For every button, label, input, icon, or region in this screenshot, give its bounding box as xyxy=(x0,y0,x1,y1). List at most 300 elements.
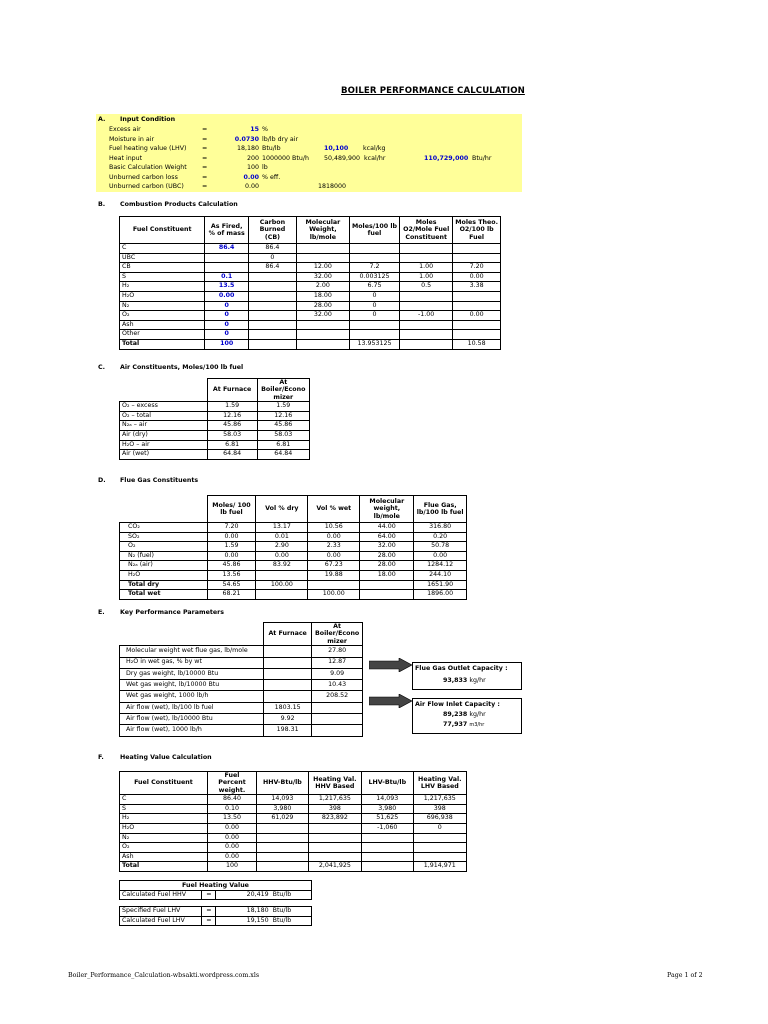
table-cell xyxy=(400,291,453,301)
table-cell xyxy=(453,253,501,263)
table-cell: 1,914,971 xyxy=(413,862,466,872)
input-value-3: 110,729,000 xyxy=(424,154,469,162)
table-cell: 45.86 xyxy=(207,421,257,431)
table-cell: 823,892 xyxy=(308,814,361,824)
input-unit-3: Btu/hr xyxy=(472,154,492,162)
table-cell: 0.00 xyxy=(207,852,256,862)
table-cell: = xyxy=(202,890,216,900)
table-row xyxy=(120,852,467,862)
table-cell: 44.00 xyxy=(360,523,414,533)
table-row xyxy=(120,542,467,552)
input-equals: = xyxy=(202,173,208,181)
table-cell xyxy=(308,824,361,834)
table-row xyxy=(120,561,467,571)
air-flow-unit-m3: m3/hr xyxy=(469,722,485,728)
table-cell xyxy=(413,843,466,853)
table-cell: Btu/lb xyxy=(271,890,312,900)
table-cell: 6.81 xyxy=(207,440,257,450)
table-cell: 0.00 xyxy=(205,291,249,301)
table-cell: -1.00 xyxy=(400,311,453,321)
table-cell: 64.00 xyxy=(360,532,414,542)
table-cell: S xyxy=(120,804,208,814)
input-label: Fuel heating value (LHV) xyxy=(109,145,187,152)
table-cell: 100.00 xyxy=(256,580,308,590)
table-cell: H₂O xyxy=(120,291,205,301)
table-cell: 3,980 xyxy=(362,804,414,814)
table-cell xyxy=(362,862,414,872)
table-cell xyxy=(257,852,309,862)
table-cell xyxy=(308,843,361,853)
table-cell: 14,093 xyxy=(362,795,414,805)
table-cell xyxy=(453,291,501,301)
column-header: Heating Val. HHV Based xyxy=(308,772,361,795)
table-row xyxy=(120,570,467,580)
table-cell: Wet gas weight, lb/10000 Btu xyxy=(120,680,264,691)
table-cell: 0.00 xyxy=(308,551,360,561)
column-header: Flue Gas, lb/100 lb fuel xyxy=(414,496,467,523)
fuel-heating-value-table xyxy=(119,880,312,926)
table-cell: O₂ xyxy=(120,542,208,552)
table-row xyxy=(120,833,467,843)
column-header: Heating Val. LHV Based xyxy=(413,772,466,795)
table-cell xyxy=(257,843,309,853)
table-cell xyxy=(312,702,363,713)
column-header: Fuel Constituent xyxy=(120,217,205,244)
table-cell: 54.65 xyxy=(207,580,256,590)
table-cell: 198.31 xyxy=(264,725,312,736)
table-row xyxy=(120,450,310,460)
table-cell xyxy=(296,330,349,340)
table-cell: 18.00 xyxy=(360,570,414,580)
table-cell: N₂ xyxy=(120,301,205,311)
table-cell: Total dry xyxy=(120,580,208,590)
table-row xyxy=(120,402,310,412)
input-unit: 1000000 Btu/h xyxy=(262,154,309,162)
table-cell: 1803.15 xyxy=(264,702,312,713)
table-cell: 13.50 xyxy=(207,814,256,824)
table-cell: Specified Fuel LHV xyxy=(120,907,202,917)
table-cell: 86.4 xyxy=(249,244,297,254)
table-cell xyxy=(264,691,312,702)
flue-gas-capacity-value: 93,833 xyxy=(443,677,468,684)
table-row xyxy=(120,916,312,926)
table-cell: 1.00 xyxy=(400,263,453,273)
table-row xyxy=(120,843,467,853)
input-value: 15 xyxy=(250,126,259,133)
table-cell: 83.92 xyxy=(256,561,308,571)
input-equals: = xyxy=(202,164,208,171)
table-cell: 13.953125 xyxy=(349,339,399,349)
table-cell: Btu/lb xyxy=(271,907,312,917)
combustion-products-table xyxy=(119,216,501,350)
air-flow-value-m3: 77,937 xyxy=(443,721,468,728)
table-cell: CO₂ xyxy=(120,523,208,533)
table-row xyxy=(120,440,310,450)
table-cell: Total wet xyxy=(120,590,208,600)
table-cell: 9.09 xyxy=(312,668,363,679)
column-header: Fuel Percent weight. xyxy=(207,772,256,795)
table-cell: Air flow (wet), lb/100 lb fuel xyxy=(120,702,264,713)
table-cell: 1284.12 xyxy=(414,561,467,571)
column-header: Fuel Constituent xyxy=(120,772,208,795)
table-cell: 7.20 xyxy=(207,523,256,533)
table-cell: 398 xyxy=(308,804,361,814)
table-cell xyxy=(249,320,297,330)
table-cell: Total xyxy=(120,862,208,872)
table-row xyxy=(120,272,501,282)
table-row xyxy=(120,244,501,254)
table-cell: Calculated Fuel LHV xyxy=(120,916,202,926)
table-cell xyxy=(360,590,414,600)
table-cell: 1651.90 xyxy=(414,580,467,590)
table-cell: Ash xyxy=(120,320,205,330)
table-cell: 67.23 xyxy=(308,561,360,571)
footer-page-number: Page 1 of 2 xyxy=(667,972,703,979)
table-cell: 1.59 xyxy=(207,402,257,412)
table-cell xyxy=(257,824,309,834)
table-cell: 208.52 xyxy=(312,691,363,702)
input-label: Basic Calculation Weight xyxy=(109,164,187,171)
table-cell: 19,150 xyxy=(216,916,271,926)
table-cell: 86.4 xyxy=(205,244,249,254)
blank-header xyxy=(120,623,264,646)
table-cell: Other xyxy=(120,330,205,340)
table-cell xyxy=(453,301,501,311)
table-cell: 13.5 xyxy=(205,282,249,292)
table-cell: 10.56 xyxy=(308,523,360,533)
table-cell: 28.00 xyxy=(360,561,414,571)
table-cell: 12.87 xyxy=(312,657,363,668)
table-cell xyxy=(312,714,363,725)
table-cell: 100.00 xyxy=(308,590,360,600)
table-row xyxy=(120,339,501,349)
table-cell xyxy=(249,330,297,340)
table-cell: 32.00 xyxy=(360,542,414,552)
table-row xyxy=(120,282,501,292)
table-row xyxy=(120,253,501,263)
input-value: 0.00 xyxy=(243,173,259,181)
table-cell xyxy=(349,320,399,330)
table-cell xyxy=(362,843,414,853)
section-d-heading: D. Flue Gas Constituents xyxy=(98,477,199,484)
input-value: 200 xyxy=(246,154,259,162)
table-cell xyxy=(349,330,399,340)
table-cell: H₂ xyxy=(120,814,208,824)
table-cell: Wet gas weight, 1000 lb/h xyxy=(120,691,264,702)
input-unit: Btu/lb xyxy=(262,145,281,152)
table-cell: N₂ xyxy=(120,833,208,843)
table-cell: 32.00 xyxy=(296,272,349,282)
table-cell xyxy=(308,852,361,862)
table-cell: 0 xyxy=(205,301,249,311)
table-cell: 10.43 xyxy=(312,680,363,691)
table-cell: 3,980 xyxy=(257,804,309,814)
table-cell: H₂O – air xyxy=(120,440,208,450)
table-cell: 2,041,925 xyxy=(308,862,361,872)
table-cell: 51,625 xyxy=(362,814,414,824)
table-cell: 18.00 xyxy=(296,291,349,301)
table-cell: 9.92 xyxy=(264,714,312,725)
table-cell: 12.00 xyxy=(296,263,349,273)
table-cell: 1896.00 xyxy=(414,590,467,600)
column-header: At Boiler/Econo mizer xyxy=(257,379,309,402)
column-header: Molecular Weight, lb/mole xyxy=(296,217,349,244)
table-cell xyxy=(249,311,297,321)
table-cell: 13.17 xyxy=(256,523,308,533)
table-cell xyxy=(349,253,399,263)
table-cell: C xyxy=(120,244,205,254)
input-equals: = xyxy=(202,183,208,190)
table-cell: 1.59 xyxy=(207,542,256,552)
column-header: Carbon Burned (CB) xyxy=(249,217,297,244)
input-value-2: 10,100 xyxy=(324,145,349,152)
arrow-right-icon xyxy=(369,694,413,708)
column-header: LHV-Btu/lb xyxy=(362,772,414,795)
table-cell xyxy=(256,590,308,600)
table-cell: 1,217,635 xyxy=(308,795,361,805)
table-cell xyxy=(453,330,501,340)
air-flow-unit-kg: kg/hr xyxy=(469,711,486,718)
table-cell: 28.00 xyxy=(296,301,349,311)
table-cell: 1.00 xyxy=(400,272,453,282)
table-cell xyxy=(257,833,309,843)
table-cell: Calculated Fuel HHV xyxy=(120,890,202,900)
table-cell: 0.00 xyxy=(453,311,501,321)
table-cell: 86.4 xyxy=(249,263,297,273)
table-row xyxy=(120,551,467,561)
table-cell: Air flow (wet), 1000 lb/h xyxy=(120,725,264,736)
table-cell: 32.00 xyxy=(296,311,349,321)
table-cell xyxy=(308,580,360,590)
table-cell xyxy=(264,680,312,691)
table-cell: 13.56 xyxy=(207,570,256,580)
table-row xyxy=(120,907,312,917)
table-cell: 1.59 xyxy=(257,402,309,412)
table-cell: S xyxy=(120,272,205,282)
table-cell: 20,419 xyxy=(216,890,271,900)
section-c-heading: C. Air Constituents, Moles/100 lb fuel xyxy=(98,364,244,371)
table-cell: Air (wet) xyxy=(120,450,208,460)
input-unit: lb xyxy=(262,164,268,171)
table-cell: H₂O xyxy=(120,824,208,834)
table-cell: 6.81 xyxy=(257,440,309,450)
table-cell: Ash xyxy=(120,852,208,862)
table-cell: 2.33 xyxy=(308,542,360,552)
table-cell: 0.01 xyxy=(256,532,308,542)
table-cell: 0 xyxy=(249,253,297,263)
input-unit: % xyxy=(262,126,268,133)
table-row xyxy=(120,580,467,590)
table-cell xyxy=(264,646,312,657)
input-value: 18,180 xyxy=(236,145,259,152)
table-cell: 3.38 xyxy=(453,282,501,292)
flue-gas-capacity-label: Flue Gas Outlet Capacity : xyxy=(415,665,508,672)
table-row xyxy=(120,431,310,441)
table-row xyxy=(120,657,363,668)
table-cell: Molecular weight wet flue gas, lb/mole xyxy=(120,646,264,657)
table-cell: 7.2 xyxy=(349,263,399,273)
table-cell xyxy=(264,668,312,679)
table-row xyxy=(120,532,467,542)
table-cell: H₂O in wet gas, % by wt xyxy=(120,657,264,668)
table-row xyxy=(120,714,363,725)
table-cell: = xyxy=(202,907,216,917)
input-label: Excess air xyxy=(109,126,141,133)
table-cell xyxy=(453,320,501,330)
table-row xyxy=(120,890,312,900)
table-cell: 0.10 xyxy=(207,804,256,814)
column-header: Moles/ 100 lb fuel xyxy=(207,496,256,523)
table-row xyxy=(120,804,467,814)
table-cell: 86.40 xyxy=(207,795,256,805)
table-cell xyxy=(349,244,399,254)
table-cell: -1,060 xyxy=(362,824,414,834)
table-cell xyxy=(400,320,453,330)
table-row xyxy=(120,862,467,872)
table-cell: 12.16 xyxy=(257,411,309,421)
page-title: BOILER PERFORMANCE CALCULATION xyxy=(341,86,525,96)
column-header: At Boiler/Econo mizer xyxy=(312,623,363,646)
table-cell: 0 xyxy=(349,311,399,321)
table-cell: 0.00 xyxy=(207,532,256,542)
table-row xyxy=(120,814,467,824)
table-row xyxy=(120,668,363,679)
table-cell: Btu/lb xyxy=(271,916,312,926)
input-value: 100 xyxy=(246,164,259,171)
table-cell: 0.1 xyxy=(205,272,249,282)
table-cell: 0.5 xyxy=(400,282,453,292)
column-header: At Furnace xyxy=(264,623,312,646)
input-label: Unburned carbon loss xyxy=(109,173,178,181)
table-cell xyxy=(296,320,349,330)
section-e-heading: E. Key Performance Parameters xyxy=(98,609,225,616)
table-cell: Total xyxy=(120,339,205,349)
table-cell: 0 xyxy=(349,301,399,311)
table-cell: H₂O xyxy=(120,570,208,580)
table-cell: 18,180 xyxy=(216,907,271,917)
table-cell xyxy=(257,862,309,872)
table-cell: 2.00 xyxy=(296,282,349,292)
table-cell: 10.58 xyxy=(453,339,501,349)
table-cell: 696,938 xyxy=(413,814,466,824)
table-cell xyxy=(400,253,453,263)
table-cell: UBC xyxy=(120,253,205,263)
input-unit-2: kcal/kg xyxy=(363,145,386,152)
input-unit: % eff. xyxy=(262,173,281,181)
table-cell: 2.90 xyxy=(256,542,308,552)
table-cell: Air (dry) xyxy=(120,431,208,441)
table-cell: 14,093 xyxy=(257,795,309,805)
table-cell xyxy=(296,339,349,349)
input-equals: = xyxy=(202,145,208,152)
table-row xyxy=(120,725,363,736)
air-flow-value-kg: 89,238 xyxy=(443,711,468,718)
table-row xyxy=(120,824,467,834)
table-cell: 50.78 xyxy=(414,542,467,552)
column-header: Moles Theo. O2/100 lb Fuel xyxy=(453,217,501,244)
table-cell: 45.86 xyxy=(257,421,309,431)
table-cell: N₂ₐ – air xyxy=(120,421,208,431)
flue-gas-table xyxy=(119,495,467,600)
table-cell: 68.21 xyxy=(207,590,256,600)
table-cell: N₂ₐ (air) xyxy=(120,561,208,571)
table-cell: 64.84 xyxy=(207,450,257,460)
column-header: Moles O2/Mole Fuel Constituent xyxy=(400,217,453,244)
key-performance-table xyxy=(119,622,363,737)
input-equals: = xyxy=(202,135,208,143)
table-cell: 0 xyxy=(349,291,399,301)
table-cell xyxy=(249,339,297,349)
table-cell: 0.00 xyxy=(453,272,501,282)
input-value-2: 1818000 xyxy=(318,183,347,190)
table-row xyxy=(120,320,501,330)
input-equals: = xyxy=(202,154,208,162)
table-cell: 0 xyxy=(205,320,249,330)
blank-header xyxy=(120,496,208,523)
column-header: Moles/100 lb fuel xyxy=(349,217,399,244)
table-cell: O₂ – total xyxy=(120,411,208,421)
table-cell xyxy=(400,339,453,349)
table-cell xyxy=(205,253,249,263)
table-cell: 0 xyxy=(205,330,249,340)
input-label: Unburned carbon (UBC) xyxy=(109,183,184,190)
fuel-heating-title: Fuel Heating Value xyxy=(120,881,312,891)
input-equals: = xyxy=(202,126,208,133)
column-header: Vol % dry xyxy=(256,496,308,523)
section-a-heading: A. Input Condition xyxy=(98,116,176,123)
table-cell xyxy=(264,657,312,668)
table-cell: Air flow (wet), lb/10000 Btu xyxy=(120,714,264,725)
table-cell: 0.00 xyxy=(256,551,308,561)
input-unit: lb/lb dry air xyxy=(262,135,299,143)
table-cell: 61,029 xyxy=(257,814,309,824)
table-row xyxy=(120,590,467,600)
table-cell xyxy=(296,244,349,254)
table-row xyxy=(120,421,310,431)
table-cell: 58.03 xyxy=(257,431,309,441)
table-cell: 19.88 xyxy=(308,570,360,580)
table-cell: 0.00 xyxy=(207,843,256,853)
table-cell xyxy=(249,301,297,311)
table-cell: 27.80 xyxy=(312,646,363,657)
flue-gas-capacity-unit: kg/hr xyxy=(469,677,486,684)
table-row xyxy=(120,311,501,321)
table-row xyxy=(120,330,501,340)
blank-header xyxy=(120,379,208,402)
input-value: 0.00 xyxy=(244,183,259,190)
table-cell: = xyxy=(202,916,216,926)
table-cell: 28.00 xyxy=(360,551,414,561)
table-row xyxy=(120,301,501,311)
table-cell xyxy=(296,253,349,263)
table-cell: 1,217,635 xyxy=(413,795,466,805)
table-cell xyxy=(249,291,297,301)
table-cell xyxy=(249,282,297,292)
table-cell: 0.00 xyxy=(207,824,256,834)
table-cell xyxy=(249,272,297,282)
table-cell: 0 xyxy=(205,311,249,321)
table-cell: C xyxy=(120,795,208,805)
table-cell: 0 xyxy=(413,824,466,834)
table-cell: H₂ xyxy=(120,282,205,292)
table-cell xyxy=(413,852,466,862)
heating-value-table xyxy=(119,771,467,872)
column-header: Molecular weight, lb/mole xyxy=(360,496,414,523)
table-cell xyxy=(413,833,466,843)
table-cell: 0.00 xyxy=(207,551,256,561)
table-cell xyxy=(205,263,249,273)
table-row xyxy=(120,702,363,713)
